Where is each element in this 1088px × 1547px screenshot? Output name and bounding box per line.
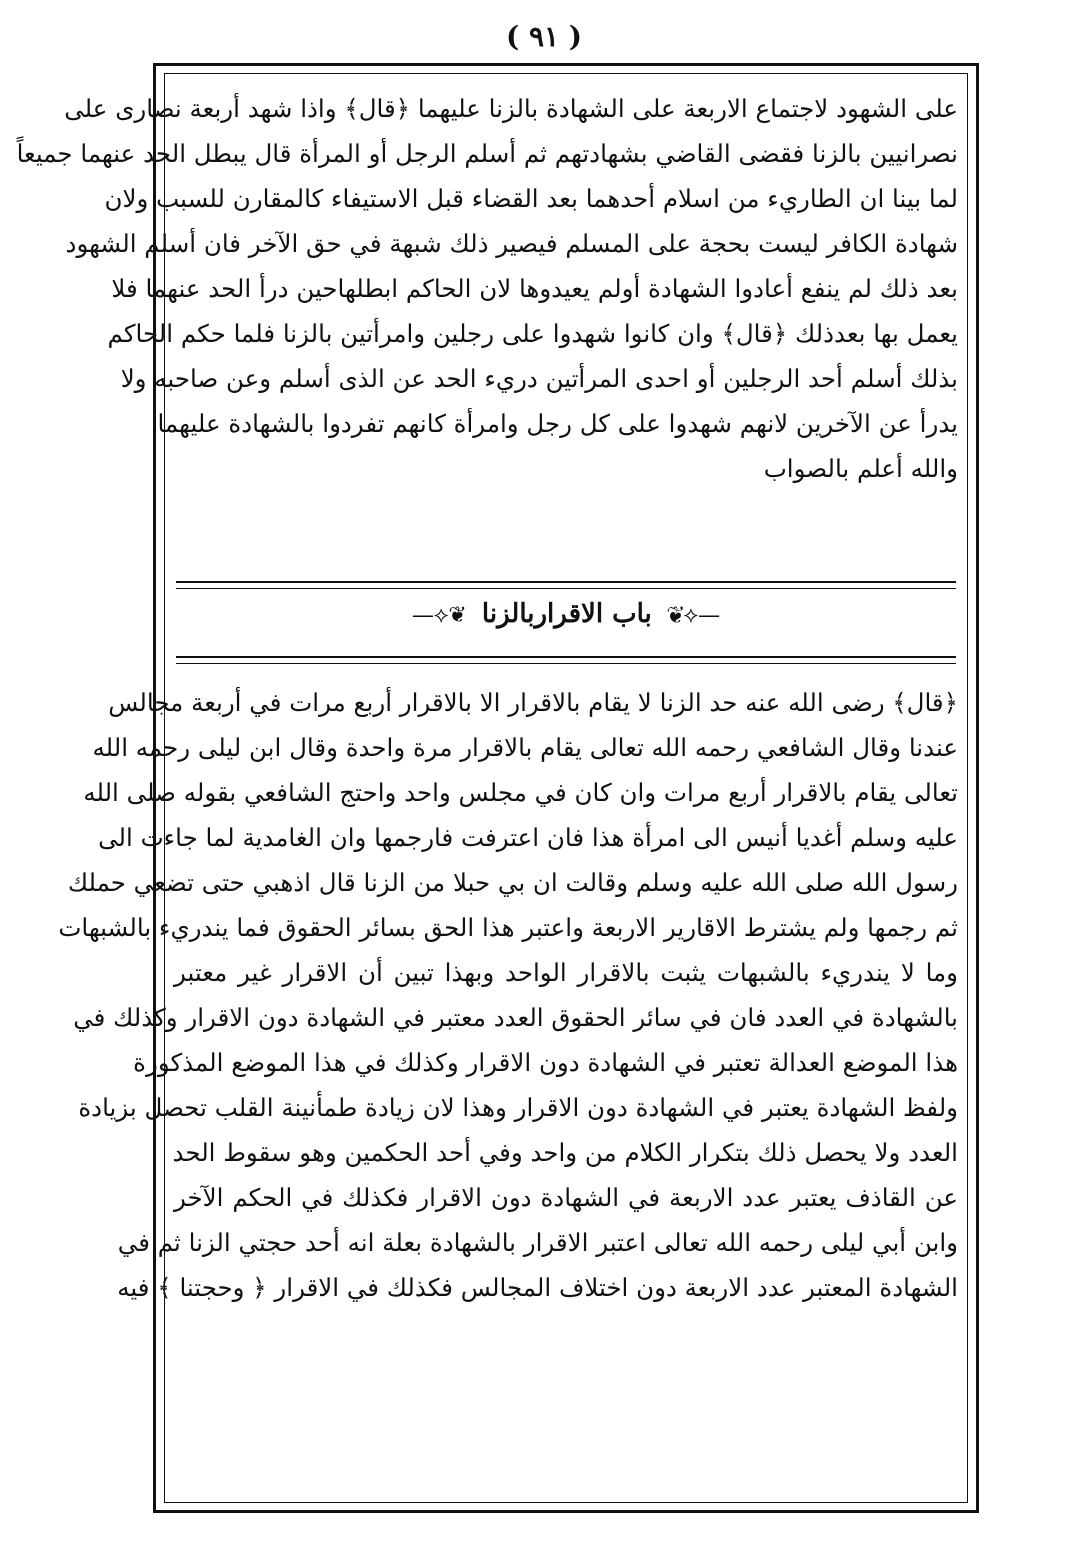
ornament-left-icon: —⟡❦ bbox=[666, 602, 721, 628]
text-line: وابن أبي ليلى رحمه الله تعالى اعتبر الاقرار بالشهادة بعلة انه أحد حجتي الزنا ثم في bbox=[117, 1228, 958, 1257]
text-line: عليه وسلم أغديا أنيس الى امرأة هذا فان اعترفت فارجمها وان الغامدية لما جاءت الى bbox=[98, 823, 958, 852]
text-line: عندنا وقال الشافعي رحمه الله تعالى يقام بالاقرار مرة واحدة وقال ابن ليلى رحمه الله bbox=[92, 733, 958, 762]
text-line: هذا الموضع العدالة تعتبر في الشهادة دون الاقرار وكذلك في هذا الموضع المذكورة bbox=[133, 1048, 958, 1077]
chapter-title: باب الاقراربالزنا bbox=[481, 599, 652, 629]
page-frame bbox=[16, 63, 979, 1513]
text-line: تعالى يقام بالاقرار أربع مرات وان كان في مجلس واحد واحتج الشافعي بقوله صلى الله bbox=[83, 778, 958, 807]
text-line: نصرانيين بالزنا فقضى القاضي بشهادتهم ثم أسلم الرجل أو المرأة قال يبطل الحد عنهما جميعاً bbox=[16, 139, 958, 168]
text-line: الشهادة المعتبر عدد الاربعة دون اختلاف المجالس فكذلك في الاقرار ﴿ وحجتنا ﴾ فيه bbox=[117, 1273, 958, 1302]
text-line: لما بينا ان الطاريء من اسلام أحدهما بعد القضاء قبل الاستيفاء كالمقارن للسبب ولان bbox=[104, 184, 958, 213]
text-line: شهادة الكافر ليست بحجة على المسلم فيصير ذلك شبهة في حق الآخر فان أسلم الشهود bbox=[65, 229, 958, 258]
text-line: عن القاذف يعتبر عدد الاربعة في الشهادة دون الاقرار فكذلك في الحكم الآخر bbox=[174, 1183, 958, 1212]
body-text-section-2 bbox=[58, 680, 958, 1310]
text-line: بالشهادة في العدد فان في سائر الحقوق العدد معتبر في الشهادة دون الاقرار وكذلك في bbox=[73, 1003, 958, 1032]
text-line: على الشهود لاجتماع الاربعة على الشهادة بالزنا عليهما ﴿قال﴾ واذا شهد أربعة نصارى على bbox=[64, 94, 958, 123]
ornament-right-icon: ❦⟡— bbox=[411, 602, 467, 628]
text-line: العدد ولا يحصل ذلك بتكرار الكلام من واحد وفي أحد الحكمين وهو سقوط الحد bbox=[172, 1138, 958, 1167]
text-line: وما لا يندريء بالشبهات يثبت بالاقرار الواحد وبهذا تبين أن الاقرار غير معتبر bbox=[174, 958, 958, 987]
text-line: يدرأ عن الآخرين لانهم شهدوا على كل رجل وامرأة كانهم تفردوا بالشهادة عليهما bbox=[157, 409, 958, 438]
text-line: رسول الله صلى الله عليه وسلم وقالت ان بي حبلا من الزنا قال اذهبي حتى تضعي حملك bbox=[67, 868, 958, 897]
text-line: والله أعلم بالصواب bbox=[763, 454, 958, 483]
divider-bottom bbox=[176, 656, 956, 664]
text-line: ﴿قال﴾ رضى الله عنه حد الزنا لا يقام بالاقرار الا بالاقرار أربع مرات في أربعة مجالس bbox=[108, 688, 958, 717]
text-line: بعد ذلك لم ينفع أعادوا الشهادة أولم يعيدوها لان الحاكم ابطلهاحين درأ الحد عنهما فلا bbox=[111, 274, 958, 303]
chapter-heading bbox=[156, 599, 976, 629]
text-line: ولفظ الشهادة يعتبر في الشهادة دون الاقرار وهذا لان زيادة طمأنينة القلب تحصل بزيادة bbox=[78, 1093, 958, 1122]
body-text-section-1 bbox=[16, 86, 958, 491]
text-line: ثم رجمها ولم يشترط الاقارير الاربعة واعتبر هذا الحق بسائر الحقوق فما يندريء بالشبهات bbox=[58, 913, 958, 942]
text-line: يعمل بها بعدذلك ﴿قال﴾ وان كانوا شهدوا على رجلين وامرأتين بالزنا فلما حكم الحاكم bbox=[107, 319, 958, 348]
text-line: بذلك أسلم أحد الرجلين أو احدى المرأتين دريء الحد عن الذى أسلم وعن صاحبه ولا bbox=[120, 364, 958, 393]
divider-top bbox=[176, 581, 956, 589]
page-number: ( ٩١ ) bbox=[505, 20, 583, 53]
